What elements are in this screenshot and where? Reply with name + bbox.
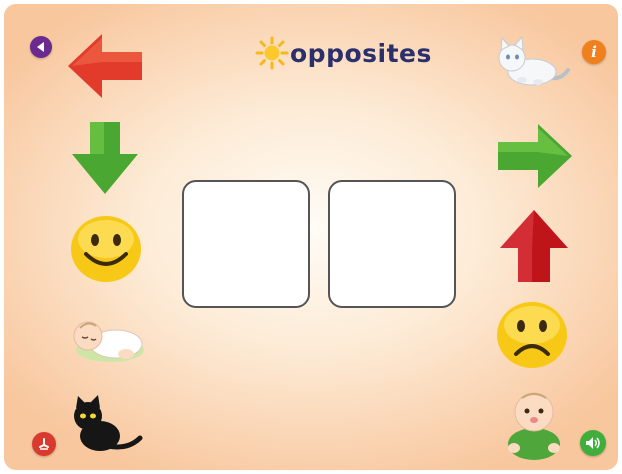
sun-icon bbox=[254, 35, 290, 71]
back-button[interactable] bbox=[30, 36, 52, 58]
info-icon: i bbox=[591, 43, 597, 61]
answer-slot-right[interactable] bbox=[328, 180, 456, 308]
red-left-arrow-tile[interactable] bbox=[66, 32, 146, 100]
sleeping-baby-tile[interactable] bbox=[64, 310, 148, 368]
green-right-arrow-tile[interactable] bbox=[494, 122, 574, 190]
white-cat-tile[interactable] bbox=[492, 34, 570, 92]
reset-icon bbox=[37, 437, 51, 451]
back-icon bbox=[35, 41, 47, 53]
speaker-icon bbox=[585, 436, 601, 450]
reset-button[interactable] bbox=[32, 432, 56, 456]
green-down-arrow-tile[interactable] bbox=[70, 120, 140, 196]
awake-baby-tile[interactable] bbox=[500, 386, 570, 462]
logo-text: opposites bbox=[290, 38, 432, 68]
app-logo bbox=[254, 34, 432, 72]
happy-smiley-tile[interactable] bbox=[68, 212, 144, 284]
info-button[interactable] bbox=[582, 40, 606, 64]
sound-button[interactable] bbox=[580, 430, 606, 456]
red-up-arrow-tile[interactable] bbox=[498, 208, 570, 284]
black-cat-tile[interactable] bbox=[66, 394, 146, 456]
sad-smiley-tile[interactable] bbox=[494, 298, 570, 370]
game-board bbox=[2, 2, 620, 472]
answer-slot-left[interactable] bbox=[182, 180, 310, 308]
